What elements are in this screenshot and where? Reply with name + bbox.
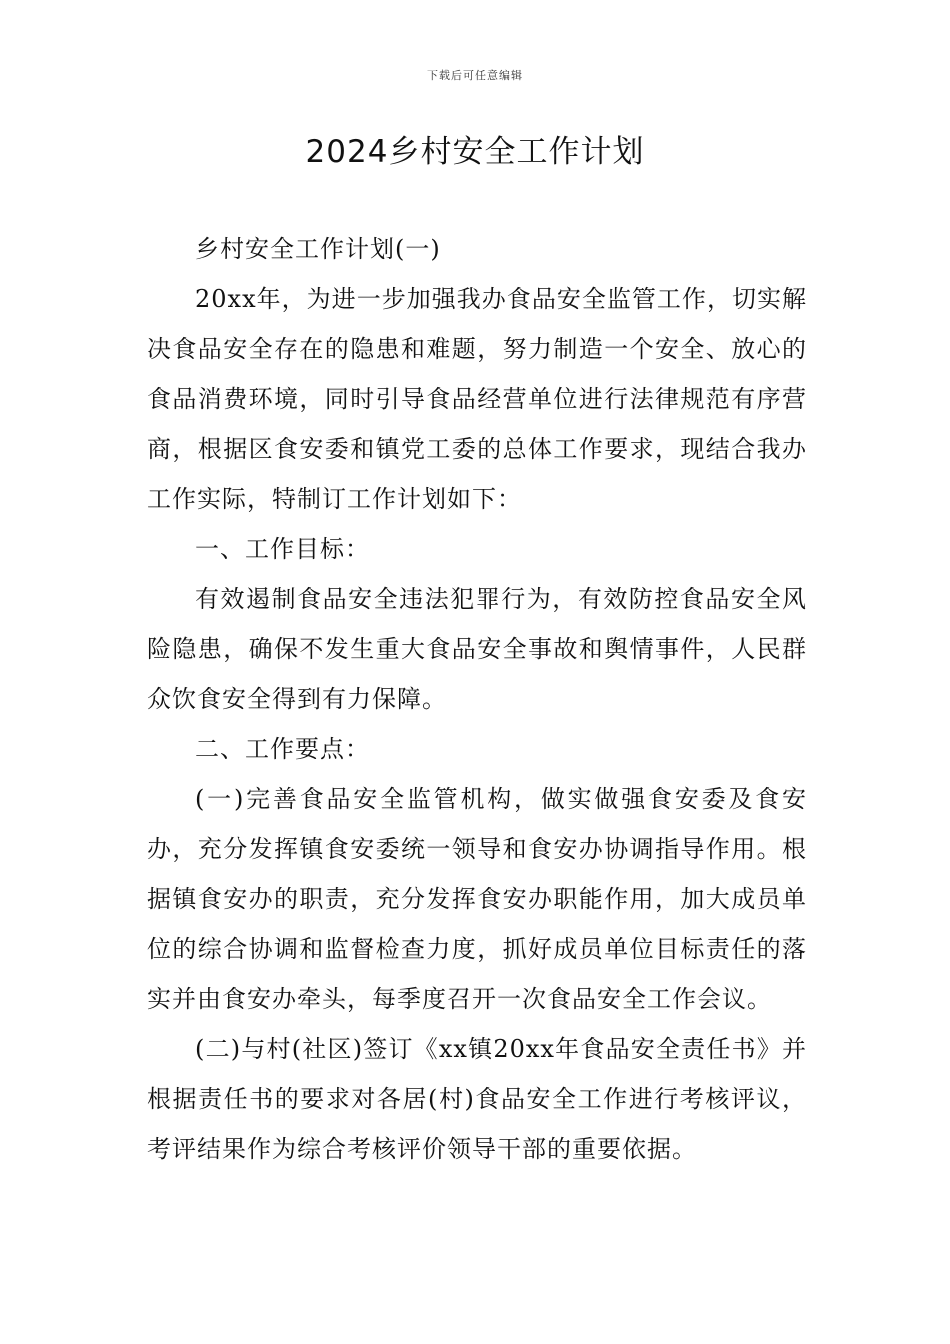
header-note: 下载后可任意编辑 [427, 69, 523, 82]
goals-paragraph: 有效遏制食品安全违法犯罪行为，有效防控食品安全风险隐患，确保不发生重大食品安全事故和舆情事件，人民群众饮食安全得到有力保障。 [147, 585, 807, 713]
section-heading: 乡村安全工作计划(一) [195, 235, 441, 263]
intro-paragraph: 20xx年，为进一步加强我办食品安全监管工作，切实解决食品安全存在的隐患和难题，努力制造一个安全、放心的食品消费环境，同时引导食品经营单位进行法律规范有序营商，根据区食安委和镇党工委的总体工作要求，现结合我办工作实际，特制订工作计划如下： [147, 285, 807, 513]
document-body [147, 224, 807, 1174]
page-title: 2024乡村安全工作计划 [305, 134, 645, 170]
key-point-1-paragraph: (一)完善食品安全监管机构，做实做强食安委及食安办，充分发挥镇食安委统一领导和食安办协调指导作用。根据镇食安办的职责，充分发挥食安办职能作用，加大成员单位的综合协调和监督检查力度，抓好成员单位目标责任的落实并由食安办牵头，每季度召开一次食品安全工作会议。 [147, 785, 807, 1013]
subheading-key-points: 二、工作要点： [195, 735, 370, 763]
key-point-2-paragraph: (二)与村(社区)签订《xx镇20xx年食品安全责任书》并根据责任书的要求对各居(村)食品安全工作进行考核评议，考评结果作为综合考核评价领导干部的重要依据。 [147, 1035, 807, 1163]
subheading-goals: 一、工作目标： [195, 535, 370, 563]
